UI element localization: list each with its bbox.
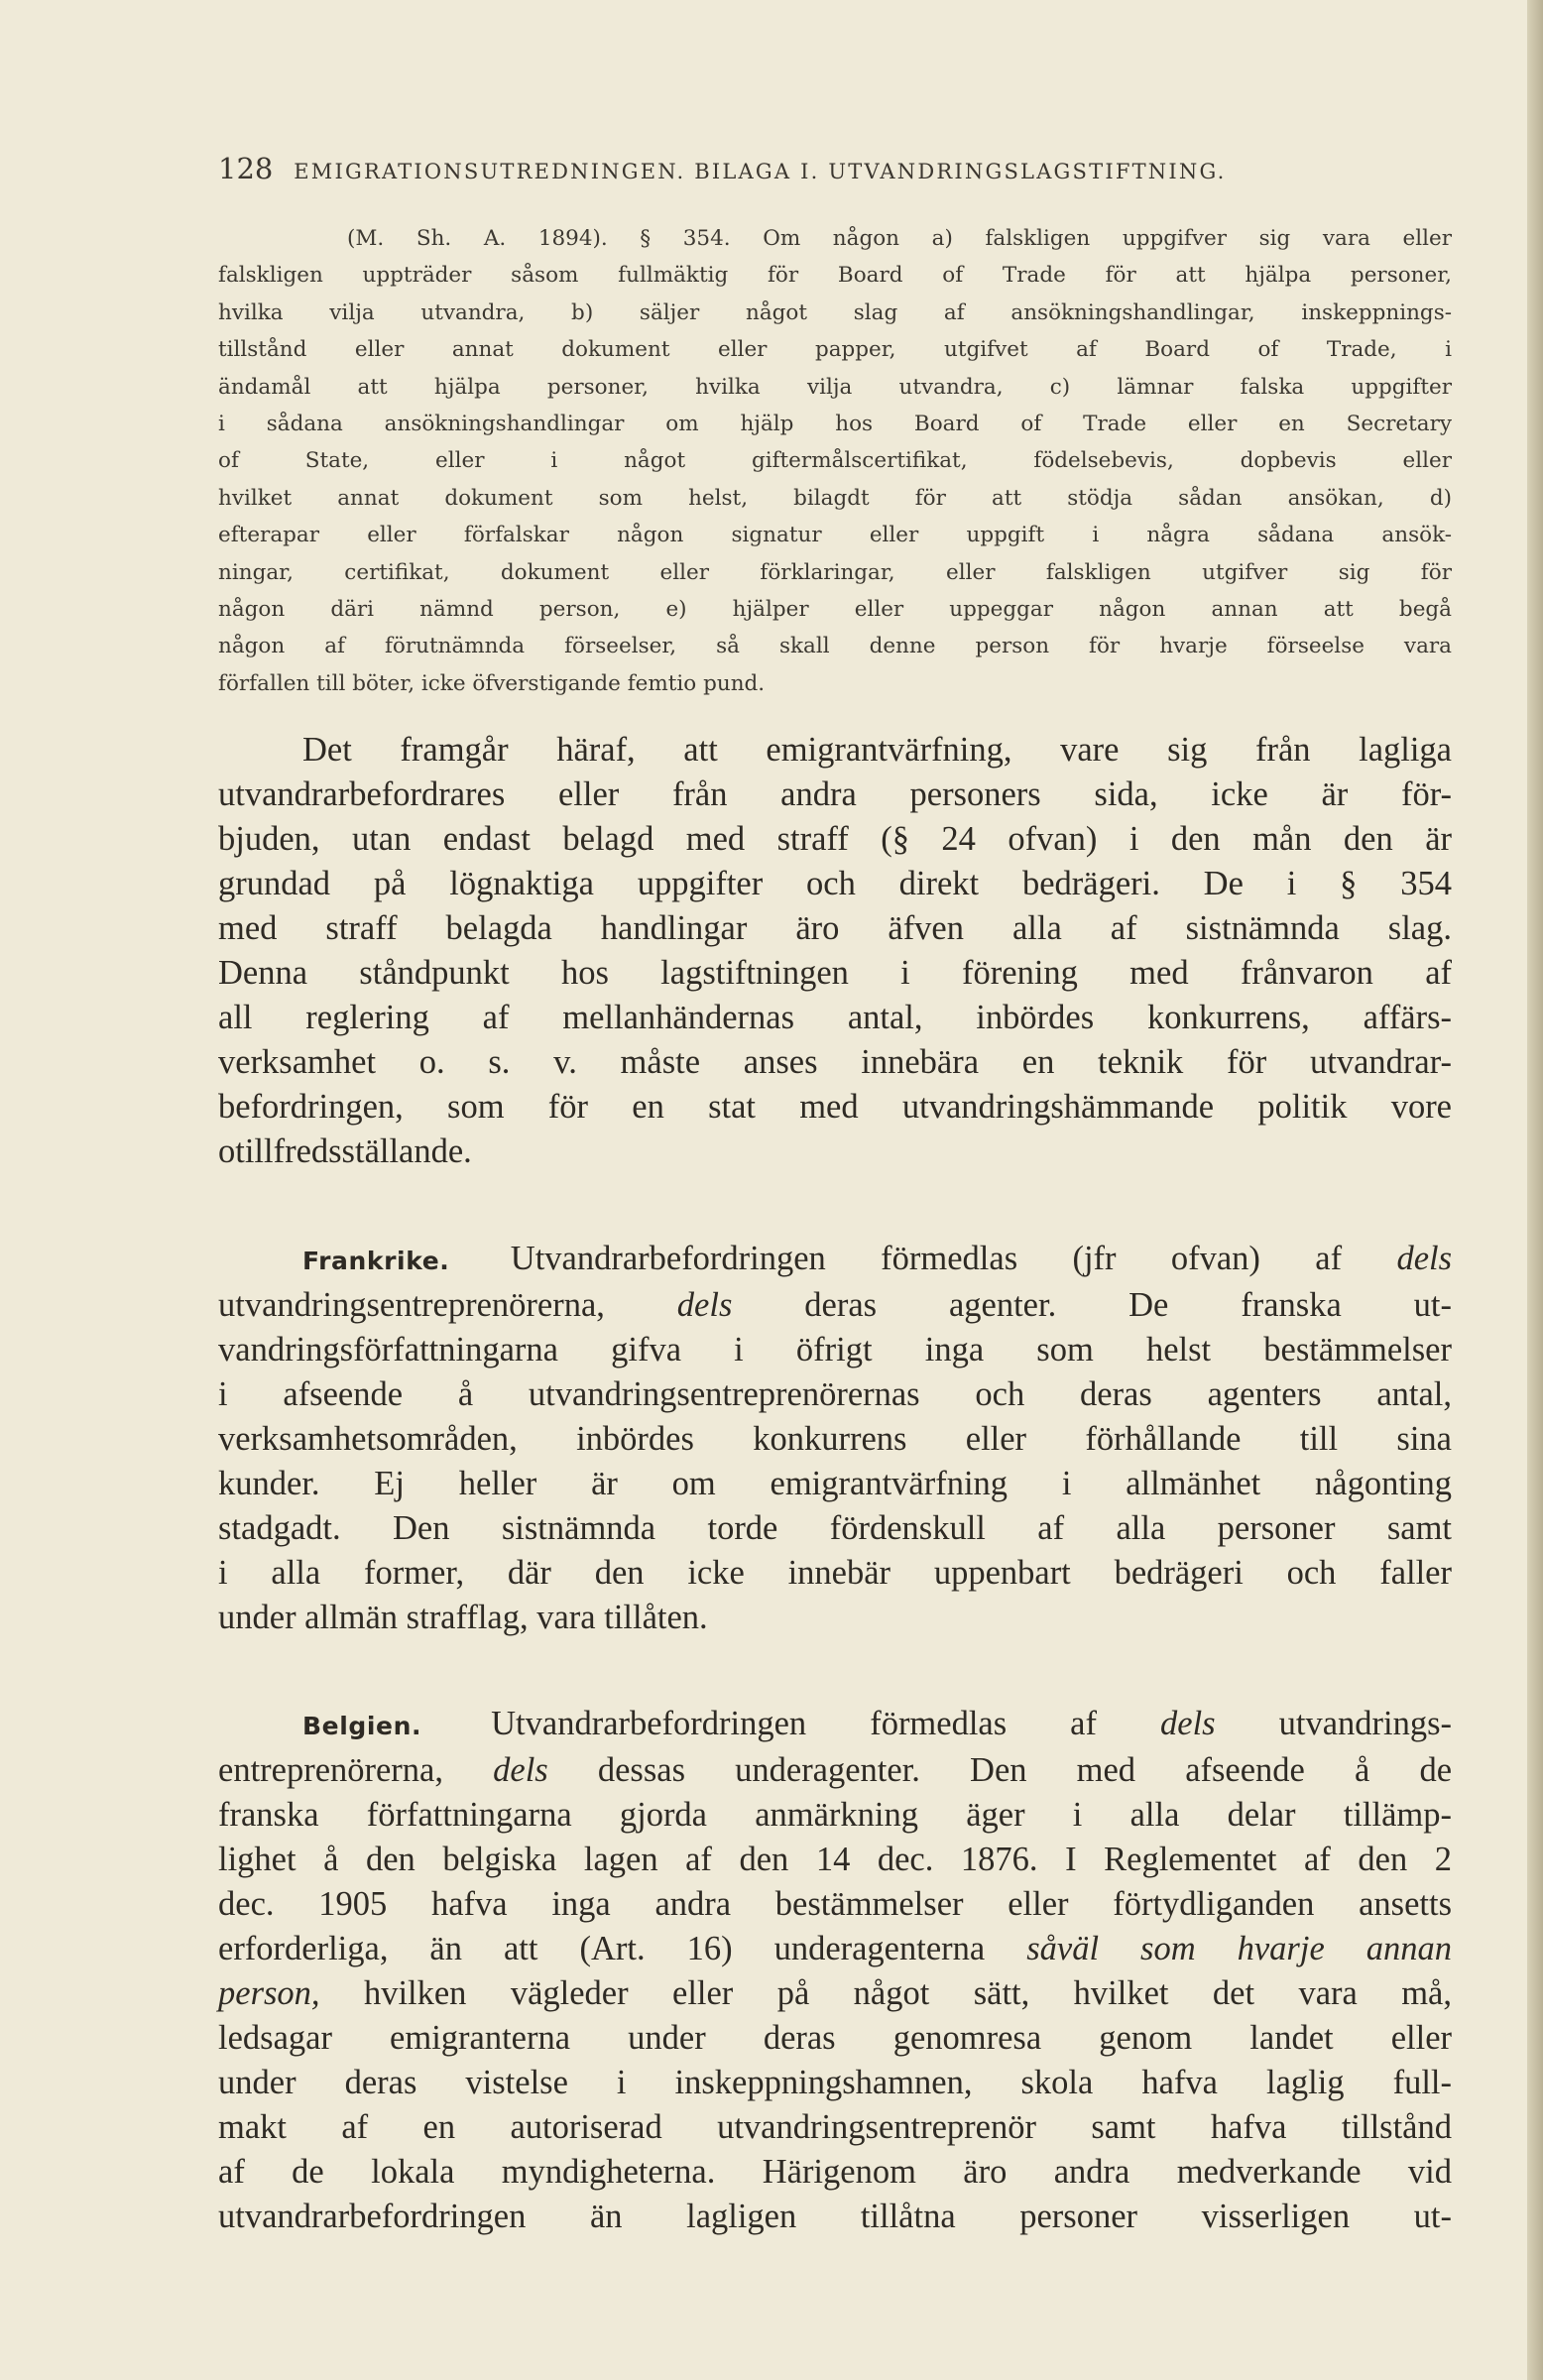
statute-line: hvilka vilja utvandra, b) säljer något slag af ansökningshandlingar, inskeppnings- — [218, 299, 1452, 325]
italic-text: dels — [676, 1286, 733, 1325]
italic-text: dels — [1396, 1240, 1453, 1278]
body-line: franska författningarna gjorda anmärkning äger i alla delar tillämp- — [218, 1796, 1452, 1835]
body-line: under allmän strafflag, vara tillåten. — [218, 1599, 708, 1637]
body-line: ledsagar emigranterna under deras genomresa genom landet eller — [218, 2019, 1452, 2058]
country-heading-france: Frankrike. — [302, 1247, 450, 1276]
body-line — [218, 1702, 1452, 1748]
statute-line: i sådana ansökningshandlingar om hjälp hos Board of Trade eller en Secretary — [218, 412, 1452, 437]
paragraph-belgium — [218, 1702, 1452, 2239]
body-line: vandringsförfattningarna gifva i öfrigt inga som helst bestämmelser — [218, 1331, 1452, 1369]
body-line: i afseende å utvandringsentreprenörernas och deras agenters antal, — [218, 1375, 1452, 1414]
statute-line: ändamål att hjälpa personer, hvilka vilja utvandra, c) lämnar falska uppgifter — [218, 374, 1452, 400]
statute-line: någon däri nämnd person, e) hjälper eller uppeggar någon annan att begå — [218, 597, 1452, 623]
italic-text: dels — [1160, 1705, 1216, 1743]
page-edge — [1527, 0, 1543, 2380]
body-line: lighet å den belgiska lagen af den 14 dec. 1876. I Reglementet af den 2 — [218, 1841, 1452, 1879]
body-text: deras agenter. De franska ut- — [804, 1286, 1453, 1325]
italic-text: person, — [218, 1974, 320, 2013]
body-line: all reglering af mellanhändernas antal, inbördes konkurrens, affärs- — [218, 999, 1452, 1037]
statute-line: tillstånd eller annat dokument eller papper, utgifvet af Board of Trade, i — [218, 337, 1452, 363]
body-line: med straff belagda handlingar äro äfven alla af sistnämnda slag. — [218, 909, 1452, 948]
body-line: otillfredsställande. — [218, 1132, 472, 1171]
body-line: kunder. Ej heller är om emigrantvärfning i allmänhet någonting — [218, 1465, 1452, 1503]
body-text: Utvandrarbefordringen förmedlas af — [491, 1705, 1097, 1743]
italic-text: såväl som hvarje annan — [1026, 1930, 1452, 1968]
body-line: grundad på lögnaktiga uppgifter och direkt bedrägeri. De i § 354 — [218, 865, 1452, 903]
body-line: verksamhet o. s. v. måste anses innebära en teknik för utvandrar- — [218, 1043, 1452, 1082]
body-line: under deras vistelse i inskeppningshamnen, skola hafva laglig full- — [218, 2064, 1452, 2102]
body-line: verksamhetsområden, inbördes konkurrens eller förhållande till sina — [218, 1420, 1452, 1459]
statute-line: falskligen uppträder såsom fullmäktig för Board of Trade för att hjälpa personer, — [218, 263, 1452, 289]
body-text: dessas underagenter. Den med afseende å de — [597, 1751, 1453, 1790]
body-line: i alla former, där den icke innebär uppenbart bedrägeri och faller — [218, 1554, 1452, 1593]
page-number: 128 — [218, 152, 274, 185]
text-block — [218, 139, 1452, 2239]
italic-text: dels — [493, 1751, 548, 1790]
body-line — [218, 1748, 1452, 1793]
statute-line: hvilket annat dokument som helst, bilagdt för att stödja sådan ansökan, d) — [218, 485, 1452, 511]
body-line: Denna ståndpunkt hos lagstiftningen i förening med frånvaron af — [218, 954, 1452, 993]
body-text: utvandringsentreprenörerna, — [218, 1286, 605, 1325]
statute-excerpt — [218, 220, 1452, 702]
body-line: utvandrarbefordringen än lagligen tillåtna personer visserligen ut- — [218, 2198, 1452, 2236]
body-line: makt af en autoriserad utvandringsentreprenör samt hafva tillstånd — [218, 2108, 1452, 2147]
body-text: erforderliga, än att (Art. 16) underagenterna — [218, 1930, 986, 1968]
body-text: hvilken vägleder eller på något sätt, hvilket det vara må, — [363, 1974, 1452, 2013]
body-line: af de lokala myndigheterna. Härigenom äro andra medverkande vid — [218, 2153, 1452, 2192]
statute-line: ningar, certifikat, dokument eller förklaringar, eller falskligen utgifver sig för — [218, 559, 1452, 585]
body-line: stadgadt. Den sistnämnda torde fördenskull af alla personer samt — [218, 1509, 1452, 1548]
country-heading-belgium: Belgien. — [302, 1712, 422, 1741]
body-line — [218, 1971, 1452, 2016]
running-header — [218, 139, 1452, 198]
statute-line: förfallen till böter, icke öfverstigande femtio pund. — [218, 670, 766, 696]
body-line: bjuden, utan endast belagd med straff (§ 24 ofvan) i den mån den är — [218, 820, 1452, 859]
paragraph-emigration-recruitment — [218, 728, 1452, 1174]
body-line: utvandrarbefordrares eller från andra personers sida, icke är för- — [218, 775, 1452, 814]
running-title: EMIGRATIONSUTREDNINGEN. BILAGA I. UTVANDRINGSLAGSTIFTNING. — [294, 160, 1227, 183]
statute-line: någon af förutnämnda förseelser, så skall denne person för hvarje förseelse vara — [218, 634, 1452, 659]
body-text: Utvandrarbefordringen förmedlas (jfr ofvan) af — [510, 1240, 1343, 1278]
body-line — [218, 1283, 1452, 1328]
statute-line: (M. Sh. A. 1894). § 354. Om någon a) falskligen uppgifver sig vara eller — [347, 226, 1452, 251]
body-line: befordringen, som för en stat med utvandringshämmande politik vore — [218, 1088, 1452, 1127]
body-line — [218, 1927, 1452, 1971]
body-text: utvandrings- — [1278, 1705, 1453, 1743]
body-line — [218, 1237, 1452, 1283]
statute-line: efterapar eller förfalskar någon signatur eller uppgift i några sådana ansök- — [218, 523, 1452, 548]
body-line: dec. 1905 hafva inga andra bestämmelser eller förtydliganden ansetts — [218, 1885, 1452, 1924]
paragraph-france — [218, 1237, 1452, 1640]
body-text: entreprenörerna, — [218, 1751, 443, 1790]
body-line: Det framgår häraf, att emigrantvärfning, vare sig från lagliga — [302, 731, 1452, 770]
statute-line: of State, eller i något giftermålscertifikat, födelsebevis, dopbevis eller — [218, 448, 1452, 474]
